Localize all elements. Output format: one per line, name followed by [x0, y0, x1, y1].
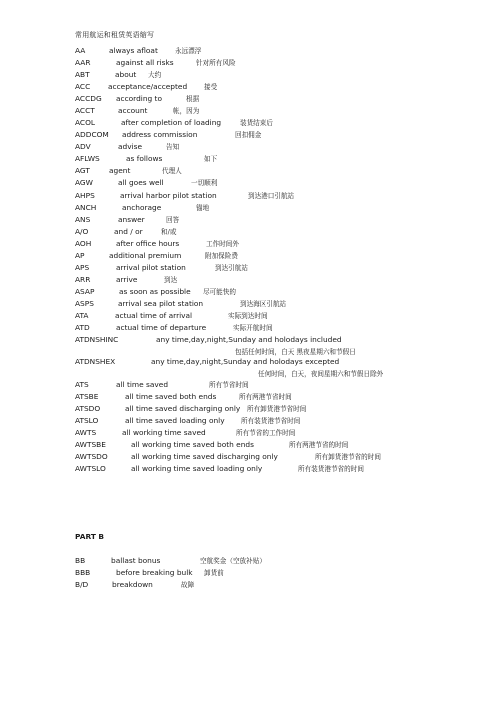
abbreviation: ABT [75, 70, 90, 79]
abbreviation: BB [75, 556, 86, 565]
abbreviation: AFLWS [75, 154, 100, 163]
abbreviation: ASPS [75, 299, 94, 308]
english-meaning: all time saved loading only [125, 416, 225, 425]
abbreviation: ATSLO [75, 416, 99, 425]
chinese-meaning: 所有装货港节省时间 [241, 417, 301, 425]
abbreviation: B/D [75, 580, 89, 589]
chinese-meaning: 所有卸货港节省的时间 [315, 453, 381, 461]
abbreviation: AOH [75, 239, 92, 248]
abbreviation: ADDCOM [75, 130, 109, 139]
chinese-meaning: 回扣佣金 [235, 131, 262, 139]
abbreviation: APS [75, 263, 90, 272]
english-meaning: ballast bonus [111, 556, 161, 565]
chinese-meaning: 帐，因为 [173, 107, 200, 115]
english-meaning: arrival pilot station [116, 263, 186, 272]
chinese-meaning: 和/或 [161, 228, 177, 236]
chinese-meaning: 工作时间外 [206, 240, 239, 248]
chinese-meaning: 到达海区引航站 [240, 300, 287, 308]
abbreviation: BBB [75, 568, 91, 577]
abbreviation: ANS [75, 215, 91, 224]
english-meaning: before breaking bulk [116, 568, 193, 577]
chinese-meaning: 任何时间，白天，夜间星期六和节假日除外 [258, 370, 384, 378]
page-title: 常用航运和租赁英语缩写 [75, 31, 155, 39]
english-meaning: against all risks [116, 58, 174, 67]
chinese-meaning: 接受 [204, 83, 218, 91]
chinese-meaning: 大约 [148, 71, 162, 79]
chinese-meaning: 实际到达时间 [228, 312, 268, 320]
english-meaning: actual time of departure [116, 323, 207, 332]
english-meaning: answer [118, 215, 145, 224]
chinese-meaning: 所有卸货港节省时间 [247, 405, 307, 413]
english-meaning: advise [118, 142, 143, 151]
chinese-meaning: 所有节省时间 [209, 381, 249, 389]
chinese-meaning: 到达 [164, 276, 178, 284]
chinese-meaning: 空航奖金（空放补贴） [200, 557, 266, 565]
english-meaning: all goes well [118, 178, 164, 187]
chinese-meaning: 实际开航时间 [233, 324, 273, 332]
english-meaning: all time saved discharging only [125, 404, 241, 413]
chinese-meaning: 包括任何时间，白天 黑夜星期六和节假日 [235, 348, 356, 356]
chinese-meaning: 所有节省的工作时间 [236, 429, 296, 437]
english-meaning: as follows [126, 154, 163, 163]
english-meaning: arrival harbor pilot station [120, 191, 217, 200]
english-meaning: all working time saved [122, 428, 206, 437]
english-meaning: account [118, 106, 148, 115]
english-meaning: arrival sea pilot station [118, 299, 204, 308]
section-heading-part-b: PART B [75, 532, 105, 541]
abbreviation: ADV [75, 142, 91, 151]
english-meaning: additional premium [109, 251, 182, 260]
chinese-meaning: 故障 [181, 581, 195, 589]
chinese-meaning: 锚地 [196, 204, 210, 212]
english-meaning: breakdown [112, 580, 153, 589]
chinese-meaning: 所有装货港节省的时间 [298, 465, 364, 473]
english-meaning: any time,day,night,Sunday and holodays excepted [151, 357, 340, 366]
chinese-meaning: 装货结束后 [240, 119, 273, 127]
chinese-meaning: 附加保险费 [205, 252, 238, 260]
english-meaning: as soon as possible [119, 287, 191, 296]
english-meaning: after office hours [116, 239, 180, 248]
chinese-meaning: 卸货前 [204, 569, 224, 577]
abbreviation: ACCDG [75, 94, 102, 103]
english-meaning: about [115, 70, 137, 79]
chinese-meaning: 到达港口引航站 [248, 192, 295, 200]
chinese-meaning: 根据 [186, 95, 200, 103]
english-meaning: according to [116, 94, 162, 103]
english-meaning: acceptance/accepted [108, 82, 188, 91]
english-meaning: and / or [114, 227, 143, 236]
abbreviation: ATD [75, 323, 90, 332]
abbreviation: ATSBE [75, 392, 99, 401]
abbreviation: AWTS [75, 428, 97, 437]
abbreviation: AAR [75, 58, 91, 67]
abbreviation: AA [75, 46, 86, 55]
abbreviation: AHPS [75, 191, 95, 200]
abbreviation: ACCT [75, 106, 95, 115]
abbreviation: ACOL [75, 118, 96, 127]
english-meaning: anchorage [122, 203, 162, 212]
chinese-meaning: 如下 [204, 155, 218, 163]
chinese-meaning: 回答 [166, 216, 180, 224]
abbreviation: AGT [75, 166, 90, 175]
abbreviation: ATA [75, 311, 89, 320]
english-meaning: actual time of arrival [115, 311, 193, 320]
abbreviation: ARR [75, 275, 91, 284]
english-meaning: after completion of loading [121, 118, 222, 127]
chinese-meaning: 到达引航站 [215, 264, 248, 272]
abbreviation: AWTSDO [75, 452, 108, 461]
chinese-meaning: 一切顺利 [191, 179, 218, 187]
abbreviation: ACC [75, 82, 91, 91]
abbreviation: ATSDO [75, 404, 101, 413]
abbreviation: A/O [75, 227, 89, 236]
english-meaning: arrive [116, 275, 138, 284]
english-meaning: all working time saved loading only [131, 464, 263, 473]
chinese-meaning: 永远漂浮 [175, 47, 202, 55]
abbreviation: AGW [75, 178, 93, 187]
abbreviation: ASAP [75, 287, 95, 296]
english-meaning: agent [109, 166, 131, 175]
english-meaning: all working time saved discharging only [131, 452, 278, 461]
abbreviation: ATS [75, 380, 89, 389]
abbreviation: ANCH [75, 203, 97, 212]
english-meaning: all time saved [116, 380, 169, 389]
abbreviation: AWTSLO [75, 464, 106, 473]
english-meaning: address commission [122, 130, 198, 139]
abbreviation: ATDNSHINC [75, 335, 119, 344]
chinese-meaning: 所有两港节省时间 [239, 393, 292, 401]
chinese-meaning: 告知 [166, 143, 180, 151]
chinese-meaning: 尽可能快的 [203, 288, 236, 296]
english-meaning: all working time saved both ends [131, 440, 254, 449]
abbreviation: AP [75, 251, 85, 260]
abbreviation: ATDNSHEX [75, 357, 116, 366]
chinese-meaning: 代理人 [162, 167, 182, 175]
english-meaning: any time,day,night,Sunday and holodays included [156, 335, 342, 344]
abbreviation: AWTSBE [75, 440, 106, 449]
chinese-meaning: 所有两港节省的时间 [289, 441, 349, 449]
chinese-meaning: 针对所有风险 [196, 59, 236, 67]
english-meaning: all time saved both ends [125, 392, 217, 401]
english-meaning: always afloat [109, 46, 158, 55]
